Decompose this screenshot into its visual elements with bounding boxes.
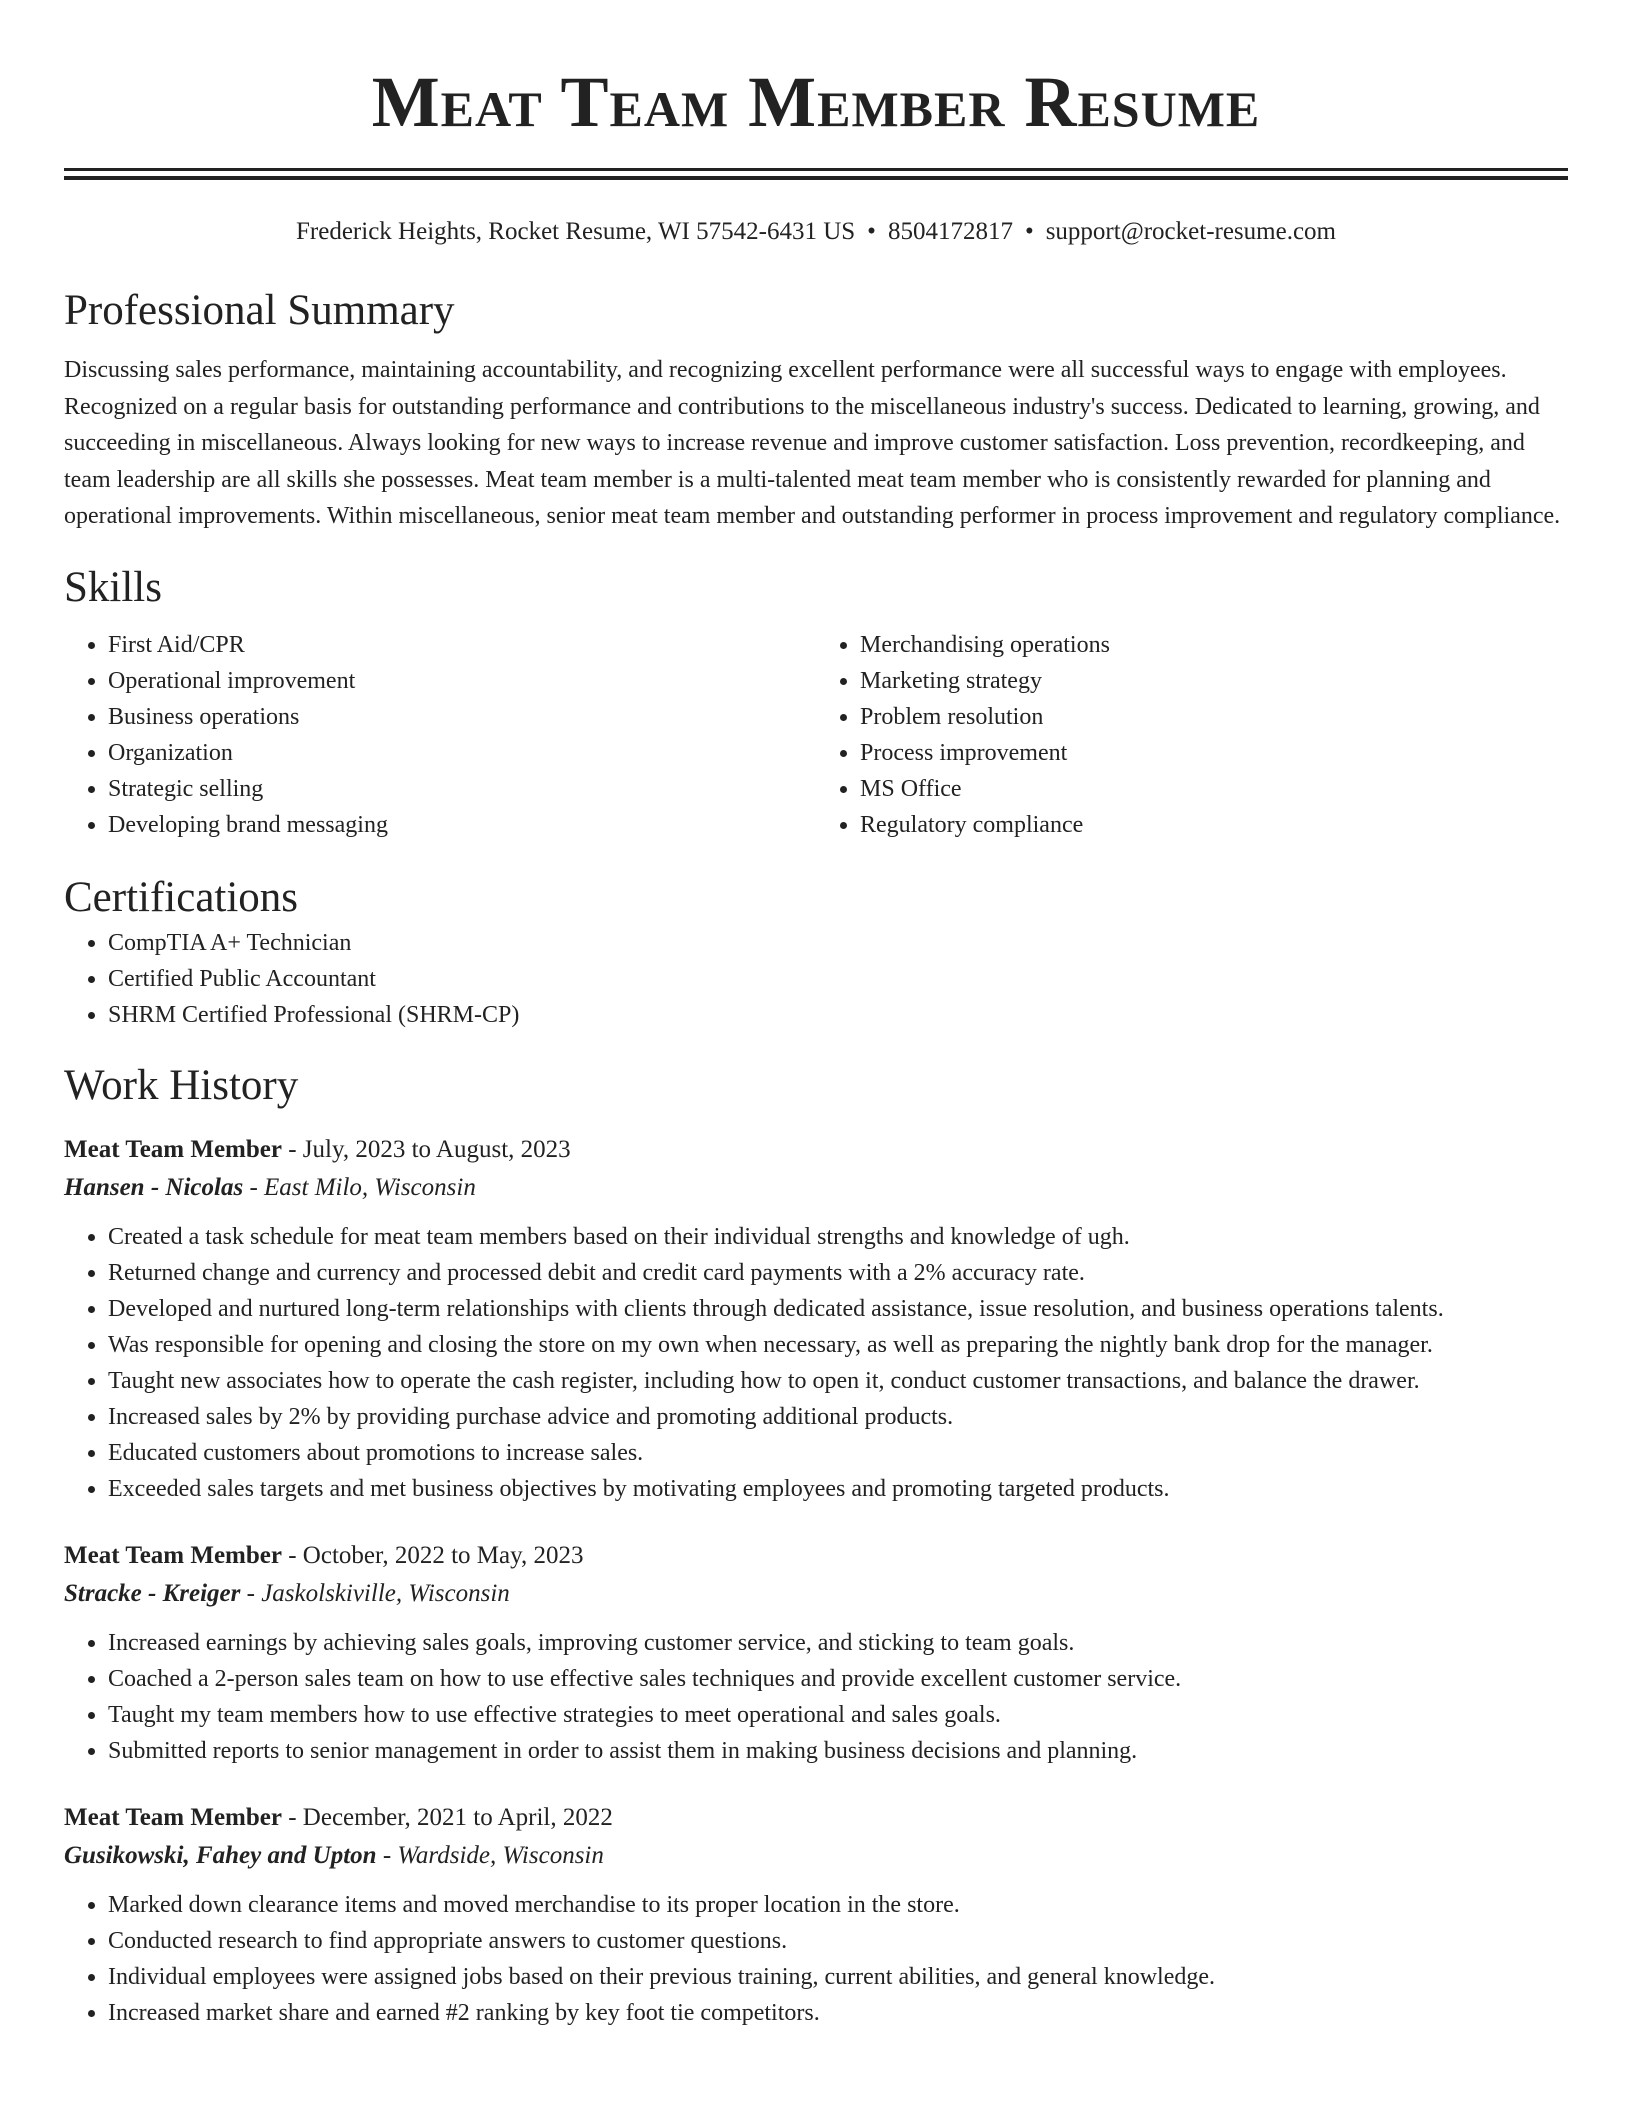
job-entry (64, 1131, 1568, 1507)
job-dates: - December, 2021 to April, 2022 (281, 1803, 613, 1831)
skill-item: • Organization (108, 735, 816, 771)
job-bullet: • Conducted research to find appropriate answers to customer questions. (108, 1923, 1568, 1959)
title-divider (64, 168, 1568, 180)
job-entry (64, 1537, 1568, 1769)
summary-heading: Professional Summary (64, 287, 455, 334)
job-bullet: • Increased earnings by achieving sales goals, improving customer service, and sticking to team goals. (108, 1625, 1568, 1661)
certification-item: • CompTIA A+ Technician (108, 925, 1568, 961)
job-company: Hansen - Nicolas (64, 1173, 244, 1201)
skill-item: • Marketing strategy (860, 663, 1568, 699)
job-location: - Wardside, Wisconsin (376, 1841, 604, 1869)
job-title: Meat Team Member (64, 1803, 282, 1831)
skills-column-left (64, 627, 816, 843)
job-bullet: • Increased sales by 2% by providing purchase advice and promoting additional products. (108, 1399, 1568, 1435)
job-bullet: • Was responsible for opening and closing the store on my own when necessary, as well as preparing the nightly bank drop for the manager. (108, 1327, 1568, 1363)
job-bullets (64, 1219, 1568, 1507)
job-bullet: • Exceeded sales targets and met business objectives by motivating employees and promoting targeted products. (108, 1471, 1568, 1507)
contact-address: Frederick Heights, Rocket Resume, WI 57542-6431 US (296, 218, 856, 245)
certification-item: • Certified Public Accountant (108, 961, 1568, 997)
job-company: Gusikowski, Fahey and Upton (64, 1841, 377, 1869)
certifications-list (64, 925, 1568, 1033)
skill-item: • First Aid/CPR (108, 627, 816, 663)
skill-item: • Operational improvement (108, 663, 816, 699)
job-bullets (64, 1625, 1568, 1769)
contact-phone: 8504172817 (887, 218, 1013, 245)
skill-item: • Regulatory compliance (860, 807, 1568, 843)
contact-separator: • (1024, 218, 1034, 245)
job-location: - East Milo, Wisconsin (243, 1173, 476, 1201)
skill-item: • Business operations (108, 699, 816, 735)
skill-item: • Problem resolution (860, 699, 1568, 735)
job-location: - Jaskolskiville, Wisconsin (240, 1579, 510, 1607)
job-dates: - July, 2023 to August, 2023 (281, 1135, 571, 1163)
skill-item: • Strategic selling (108, 771, 816, 807)
certification-item: • SHRM Certified Professional (SHRM-CP) (108, 997, 1568, 1033)
skills-list (64, 627, 1568, 843)
contact-email: support@rocket-resume.com (1045, 218, 1336, 245)
job-company-line (64, 1169, 1568, 1207)
contact-separator: • (867, 218, 876, 245)
job-bullets (64, 1887, 1568, 2031)
job-title: Meat Team Member (64, 1541, 282, 1569)
skills-column-right (816, 627, 1568, 843)
job-title-line (64, 1537, 1568, 1575)
job-company-line (64, 1837, 1568, 1875)
skill-item: • Merchandising operations (860, 627, 1568, 663)
job-bullet: • Marked down clearance items and moved merchandise to its proper location in the store. (108, 1887, 1568, 1923)
summary-text: Discussing sales performance, maintaining accountability, and recognizing excellent performance were all successful ways to engage with employees. Recognized on a regular basis for outstanding performance and contributions to the miscellaneous industry's success. Dedicated to learning, growing, and succeeding in miscellaneous. Always looking for new ways to increase revenue and improve customer satisfaction. Loss prevention, recordkeeping, and team leadership are all skills she possesses. Meat team member is a multi-talented meat team member who is consistently rewarded for planning and operational improvements. Within miscellaneous, senior meat team member and outstanding performer in process improvement and regulatory compliance. (64, 357, 1561, 529)
job-bullet: • Returned change and currency and processed debit and credit card payments with a 2% accuracy rate. (108, 1255, 1568, 1291)
job-dates: - October, 2022 to May, 2023 (281, 1541, 584, 1569)
job-entry (64, 1799, 1568, 2031)
job-company: Stracke - Kreiger (64, 1579, 241, 1607)
job-title: Meat Team Member (64, 1135, 282, 1163)
job-company-line (64, 1575, 1568, 1613)
job-bullet: • Submitted reports to senior management in order to assist them in making business decisions and planning. (108, 1733, 1568, 1769)
skills-heading: Skills (64, 563, 162, 611)
job-bullet: • Developed and nurtured long-term relationships with clients through dedicated assistance, issue resolution, and business operations talents. (108, 1291, 1568, 1327)
job-bullet: • Individual employees were assigned jobs based on their previous training, current abilities, and general knowledge. (108, 1959, 1568, 1995)
job-title-line (64, 1131, 1568, 1169)
job-bullet: • Coached a 2-person sales team on how to use effective sales techniques and provide excellent customer service. (108, 1661, 1568, 1697)
skill-item: • MS Office (860, 771, 1568, 807)
contact-line (64, 216, 1568, 248)
work-history-heading: Work History (64, 1061, 299, 1109)
job-bullet: • Educated customers about promotions to increase sales. (108, 1435, 1568, 1471)
job-title-line (64, 1799, 1568, 1837)
job-bullet: • Taught my team members how to use effective strategies to meet operational and sales goals. (108, 1697, 1568, 1733)
job-bullet: • Taught new associates how to operate the cash register, including how to open it, conduct customer transactions, and balance the drawer. (108, 1363, 1568, 1399)
certifications-heading: Certifications (64, 873, 299, 921)
job-bullet: • Increased market share and earned #2 ranking by key foot tie competitors. (108, 1995, 1568, 2031)
skill-item: • Process improvement (860, 735, 1568, 771)
resume-title: Meat Team Member Resume (371, 62, 1261, 142)
skill-item: • Developing brand messaging (108, 807, 816, 843)
job-bullet: • Created a task schedule for meat team members based on their individual strengths and knowledge of ugh. (108, 1219, 1568, 1255)
